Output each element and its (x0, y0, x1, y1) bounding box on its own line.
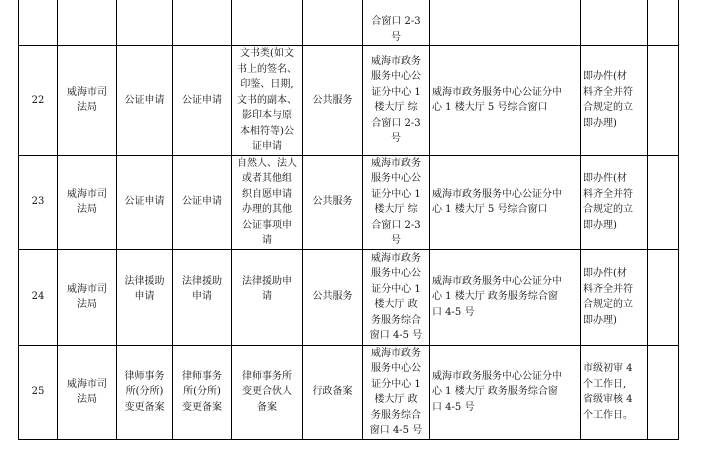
cell-window: 合窗口 2-3 号 (363, 0, 430, 46)
cell-window: 威海市政务 服务中心公 证分中心 1 楼大厅 政 务服务综合 窗口 4-5 号 (363, 249, 430, 345)
cell-type: 公共服务 (303, 249, 363, 345)
cell-content: 律师事务所 变更合伙人 备案 (232, 345, 303, 439)
cell-content: 法律援助申 请 (232, 249, 303, 345)
cell-no: 22 (19, 46, 58, 156)
cell-time (581, 0, 648, 46)
cell-main-item (117, 0, 173, 46)
cell-location: 威海市政务服务中心公证分中 心 1 楼大厅 政务服务综合窗 口 4-5 号 (430, 345, 581, 439)
cell-window: 威海市政务 服务中心公 证分中心 1 楼大厅 综 合窗口 2-3 号 (363, 155, 430, 249)
cell-content: 文书类(如文 书上的签名、 印鉴、日期, 文书的副本、 影印本与原 本相符等)公 证申请 (232, 46, 303, 156)
cell-content: 自然人、法人 或者其他组 织自愿申请 办理的其他 公证事项申 请 (232, 155, 303, 249)
cell-remark (648, 249, 679, 345)
cell-remark (648, 155, 679, 249)
cell-sub-item: 公证申请 (173, 46, 232, 156)
cell-type: 公共服务 (303, 155, 363, 249)
table-row (19, 0, 679, 46)
cell-department: 威海市司 法局 (58, 249, 117, 345)
table-row (19, 155, 679, 249)
cell-no: 23 (19, 155, 58, 249)
cell-main-item: 律师事务 所(分所) 变更备案 (117, 345, 173, 439)
cell-location: 威海市政务服务中心公证分中 心 1 楼大厅 5 号综合窗口 (430, 155, 581, 249)
table-row (19, 249, 679, 345)
cell-time: 即办件(材 料齐全并符 合规定的立 即办理) (581, 249, 648, 345)
cell-type (303, 0, 363, 46)
cell-window: 威海市政务 服务中心公 证分中心 1 楼大厅 综 合窗口 2-3 号 (363, 46, 430, 156)
cell-department (58, 0, 117, 46)
cell-location (430, 0, 581, 46)
cell-time: 市级初审 4 个工作日, 省级审核 4 个工作日。 (581, 345, 648, 439)
cell-time: 即办件(材 料齐全并符 合规定的立 即办理) (581, 155, 648, 249)
cell-sub-item (173, 0, 232, 46)
service-items-table (18, 0, 679, 440)
cell-department: 威海市司 法局 (58, 46, 117, 156)
cell-window: 威海市政务 服务中心公 证分中心 1 楼大厅 政 务服务综合 窗口 4-5 号 (363, 345, 430, 439)
cell-no (19, 0, 58, 46)
table-row (19, 345, 679, 439)
cell-main-item: 公证申请 (117, 46, 173, 156)
cell-no: 25 (19, 345, 58, 439)
cell-location: 威海市政务服务中心公证分中 心 1 楼大厅 5 号综合窗口 (430, 46, 581, 156)
cell-main-item: 公证申请 (117, 155, 173, 249)
table-row (19, 46, 679, 156)
cell-location: 威海市政务服务中心公证分中 心 1 楼大厅 政务服务综合窗 口 4-5 号 (430, 249, 581, 345)
cell-department: 威海市司 法局 (58, 155, 117, 249)
cell-remark (648, 46, 679, 156)
cell-content (232, 0, 303, 46)
cell-remark (648, 0, 679, 46)
cell-main-item: 法律援助 申请 (117, 249, 173, 345)
cell-sub-item: 律师事务 所(分所) 变更备案 (173, 345, 232, 439)
cell-time: 即办件(材 料齐全并符 合规定的立 即办理) (581, 46, 648, 156)
cell-remark (648, 345, 679, 439)
cell-department: 威海市司 法局 (58, 345, 117, 439)
cell-sub-item: 公证申请 (173, 155, 232, 249)
cell-no: 24 (19, 249, 58, 345)
cell-sub-item: 法律援助 申请 (173, 249, 232, 345)
cell-type: 行政备案 (303, 345, 363, 439)
cell-type: 公共服务 (303, 46, 363, 156)
